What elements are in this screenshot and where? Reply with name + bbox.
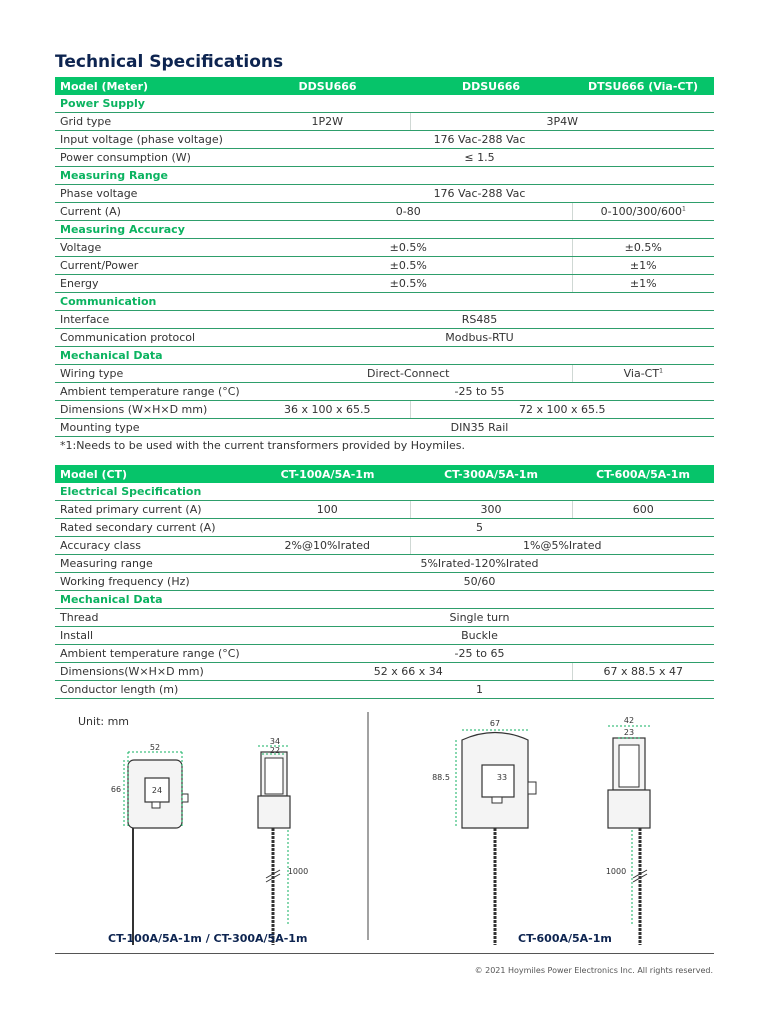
- section-measuring-accuracy: Measuring Accuracy: [55, 221, 714, 239]
- section-mechanical-meter: Mechanical Data: [55, 347, 714, 365]
- row-install: Install Buckle: [55, 627, 714, 645]
- section-electrical: Electrical Specification: [55, 483, 714, 501]
- small-ct-side-view: [258, 737, 308, 945]
- row-conductor-length: Conductor length (m) 1: [55, 681, 714, 699]
- row-rated-secondary: Rated secondary current (A) 5: [55, 519, 714, 537]
- dim-big-height: 88.5: [432, 773, 450, 782]
- meter-header-row: [55, 77, 714, 95]
- row-current-power: Current/Power ±0.5% ±1%: [55, 257, 714, 275]
- row-ambient-meter: Ambient temperature range (°C) -25 to 55: [55, 383, 714, 401]
- meter-header-col2: DDSU666: [410, 77, 572, 95]
- row-grid-type: Grid type 1P2W 3P4W: [55, 113, 714, 131]
- copyright-text: © 2021 Hoymiles Power Electronics Inc. All rights reserved.: [474, 966, 713, 975]
- ct-header-model: Model (CT): [55, 465, 245, 483]
- dim-small-height: 66: [110, 785, 122, 794]
- section-mechanical-ct: Mechanical Data: [55, 591, 714, 609]
- meter-header-col1: DDSU666: [245, 77, 410, 95]
- row-ambient-ct: Ambient temperature range (°C) -25 to 65: [55, 645, 714, 663]
- dim-big-side-inner: 23: [623, 728, 635, 737]
- dim-small-hole: 24: [151, 786, 163, 795]
- dim-big-side-length: 1000: [605, 867, 627, 876]
- small-ct-front-view: [111, 743, 188, 945]
- dim-side-inner: 22: [269, 746, 281, 755]
- row-rated-primary: Rated primary current (A) 100 300 600: [55, 501, 714, 519]
- row-thread: Thread Single turn: [55, 609, 714, 627]
- footer-divider: [55, 953, 714, 954]
- big-ct-side-view: [606, 716, 650, 945]
- row-protocol: Communication protocol Modbus-RTU: [55, 329, 714, 347]
- page-title: Technical Specifications: [55, 52, 284, 72]
- ct-header-row: [55, 465, 714, 483]
- diagram-label-big: CT-600A/5A-1m: [518, 932, 612, 945]
- meter-spec-table: [55, 77, 714, 437]
- dim-side-length: 1000: [287, 867, 309, 876]
- row-power-consumption: Power consumption (W) ≤ 1.5: [55, 149, 714, 167]
- dim-small-width: 52: [149, 743, 161, 752]
- dim-big-hole: 33: [496, 773, 508, 782]
- diagram-label-small: CT-100A/5A-1m / CT-300A/5A-1m: [108, 932, 308, 945]
- row-measuring-range: Measuring range 5%Irated-120%Irated: [55, 555, 714, 573]
- big-ct-front-view: [432, 719, 536, 945]
- ct-dimension-drawings: [0, 705, 768, 950]
- row-dimensions-meter: Dimensions (W×H×D mm) 36 x 100 x 65.5 72 x 100 x 65.5: [55, 401, 714, 419]
- dim-side-width: 34: [269, 737, 281, 746]
- row-interface: Interface RS485: [55, 311, 714, 329]
- row-input-voltage: Input voltage (phase voltage) 176 Vac-288 Vac: [55, 131, 714, 149]
- row-current: Current (A) 0-80 $0-100/300/600^1$: [55, 203, 714, 221]
- section-power-supply: Power Supply: [55, 95, 714, 113]
- meter-header-model: Model (Meter): [55, 77, 245, 95]
- footnote: *1:Needs to be used with the current transformers provided by Hoymiles.: [60, 439, 466, 452]
- section-communication: Communication: [55, 293, 714, 311]
- row-energy: Energy ±0.5% ±1%: [55, 275, 714, 293]
- row-dimensions-ct: Dimensions(W×H×D mm) 52 x 66 x 34 67 x 88.5 x 47: [55, 663, 714, 681]
- ct-header-col2: CT-300A/5A-1m: [410, 465, 572, 483]
- dim-big-side-width: 42: [623, 716, 635, 725]
- row-frequency: Working frequency (Hz) 50/60: [55, 573, 714, 591]
- meter-header-col3: DTSU666 (Via-CT): [572, 77, 714, 95]
- row-phase-voltage: Phase voltage 176 Vac-288 Vac: [55, 185, 714, 203]
- section-measuring-range: Measuring Range: [55, 167, 714, 185]
- row-wiring: Wiring type Direct-Connect Via-$CT^1$: [55, 365, 714, 383]
- row-voltage: Voltage ±0.5% ±0.5%: [55, 239, 714, 257]
- row-accuracy-class: Accuracy class 2%@10%Irated 1%@5%Irated: [55, 537, 714, 555]
- unit-label: Unit: mm: [78, 715, 130, 728]
- dim-big-width: 67: [489, 719, 501, 728]
- row-mounting: Mounting type DIN35 Rail: [55, 419, 714, 437]
- ct-spec-table: [55, 465, 714, 699]
- ct-header-col3: CT-600A/5A-1m: [572, 465, 714, 483]
- ct-header-col1: CT-100A/5A-1m: [245, 465, 410, 483]
